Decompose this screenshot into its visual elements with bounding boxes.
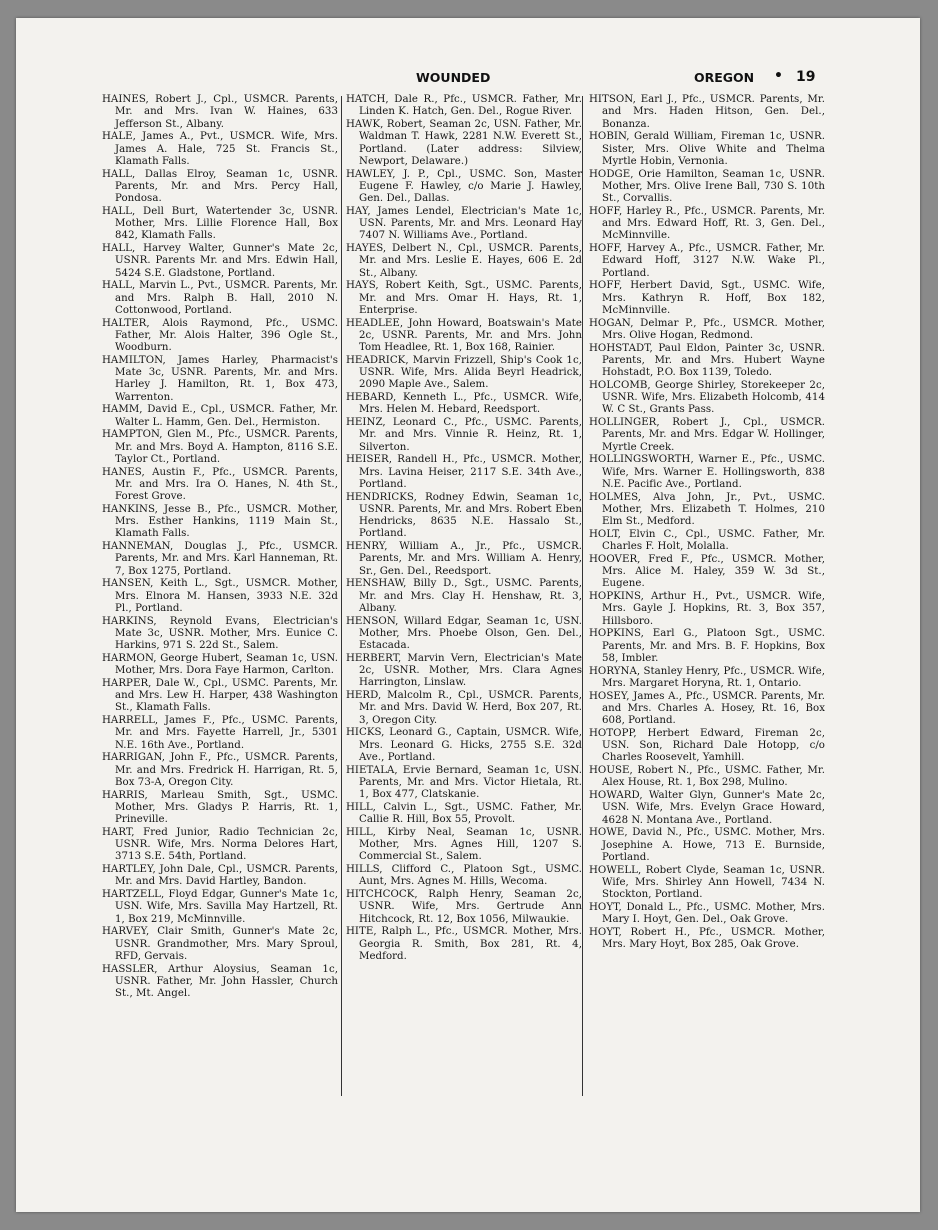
casualty-entry: HOLMES, Alva John, Jr., Pvt., USMC. Mother, Mrs. Elizabeth T. Holmes, 210 Elm St., Medford. — [589, 491, 825, 527]
casualty-entry: HITCHCOCK, Ralph Henry, Seaman 2c, USNR. Wife, Mrs. Gertrude Ann Hitchcock, Rt. 12, Box 1056, Milwaukie. — [346, 889, 582, 925]
casualty-entry: HERD, Malcolm R., Cpl., USMCR. Parents, Mr. and Mrs. David W. Herd, Box 207, Rt. 3, Oregon City. — [346, 690, 582, 726]
casualty-entry: HARRIGAN, John F., Pfc., USMCR. Parents, Mr. and Mrs. Fredrick H. Harrigan, Rt. 5, Box 73-A, Oregon City. — [102, 752, 338, 788]
casualty-entry: HENSON, Willard Edgar, Seaman 1c, USN. Mother, Mrs. Phoebe Olson, Gen. Del., Estacada. — [346, 615, 582, 651]
casualty-entry: HOLLINGSWORTH, Warner E., Pfc., USMC. Wife, Mrs. Warner E. Hollingsworth, 838 N.E. Pacific Ave., Portland. — [589, 454, 825, 490]
casualty-entry: HALE, James A., Pvt., USMCR. Wife, Mrs. James A. Hale, 725 St. Francis St., Klamath Falls. — [102, 131, 338, 167]
casualty-entry: HENRY, William A., Jr., Pfc., USMCR. Parents, Mr. and Mrs. William A. Henry, Sr., Gen. Del., Reedsport. — [346, 541, 582, 577]
casualty-entry: HOSEY, James A., Pfc., USMCR. Parents, Mr. and Mrs. Charles A. Hosey, Rt. 16, Box 608, Portland. — [589, 690, 825, 726]
casualty-entry: HEADRICK, Marvin Frizzell, Ship's Cook 1c, USNR. Wife, Mrs. Alida Beyrl Headrick, 2090 Maple Ave., Salem. — [346, 354, 582, 391]
casualty-entry: HARKINS, Reynold Evans, Electrician's Mate 3c, USNR. Mother, Mrs. Eunice C. Harkins, 971 S. 22d St., Salem. — [102, 615, 338, 651]
page-number: 19 — [796, 69, 816, 85]
casualty-entry: HARTLEY, John Dale, Cpl., USMCR. Parents, Mr. and Mrs. David Hartley, Bandon. — [102, 864, 338, 888]
column-divider — [341, 96, 342, 1096]
casualty-entry: HARRELL, James F., Pfc., USMC. Parents, Mr. and Mrs. Fayette Harrell, Jr., 5301 N.E. 16th Ave., Portland. — [102, 715, 338, 751]
casualty-entry: HALTER, Alois Raymond, Pfc., USMC. Father, Mr. Alois Halter, 396 Ogle St., Woodburn. — [102, 317, 338, 353]
casualty-entry: HERBERT, Marvin Vern, Electrician's Mate 2c, USNR. Mother, Mrs. Clara Agnes Harrington, Linslaw. — [346, 652, 582, 689]
casualty-entry: HILL, Calvin L., Sgt., USMC. Father, Mr. Callie R. Hill, Box 55, Provolt. — [346, 801, 582, 825]
column-divider — [582, 96, 583, 1096]
casualty-entry: HAY, James Lendel, Electrician's Mate 1c, USN. Parents, Mr. and Mrs. Leonard Hay 7407 N. Williams Ave., Portland. — [346, 205, 582, 242]
casualty-entry: HOPKINS, Earl G., Platoon Sgt., USMC. Parents, Mr. and Mrs. B. F. Hopkins, Box 58, Imbler. — [589, 628, 825, 664]
casualty-entry: HICKS, Leonard G., Captain, USMCR. Wife, Mrs. Leonard G. Hicks, 2755 S.E. 32d Ave., Portland. — [346, 727, 582, 763]
casualty-entry: HITE, Ralph L., Pfc., USMCR. Mother, Mrs. Georgia R. Smith, Box 281, Rt. 4, Medford. — [346, 926, 582, 962]
casualty-entry: HAMPTON, Glen M., Pfc., USMCR. Parents, Mr. and Mrs. Boyd A. Hampton, 8116 S.E. Taylor Ct., Portland. — [102, 429, 338, 465]
casualty-entry: HOLT, Elvin C., Cpl., USMC. Father, Mr. Charles F. Holt, Molalla. — [589, 528, 825, 552]
column-3 — [589, 94, 825, 952]
casualty-entry: HILL, Kirby Neal, Seaman 1c, USNR. Mother, Mrs. Agnes Hill, 1207 S. Commercial St., Salem. — [346, 826, 582, 863]
casualty-entry: HAINES, Robert J., Cpl., USMCR. Parents, Mr. and Mrs. Ivan W. Haines, 633 Jefferson St., Albany. — [102, 94, 338, 130]
casualty-entry: HARRIS, Marleau Smith, Sgt., USMC. Mother, Mrs. Gladys P. Harris, Rt. 1, Prineville. — [102, 789, 338, 825]
casualty-entry: HANSEN, Keith L., Sgt., USMCR. Mother, Mrs. Elnora M. Hansen, 3933 N.E. 32d Pl., Portland. — [102, 578, 338, 614]
casualty-entry: HITSON, Earl J., Pfc., USMCR. Parents, Mr. and Mrs. Haden Hitson, Gen. Del., Bonanza. — [589, 94, 825, 130]
casualty-entry: HOWARD, Walter Glyn, Gunner's Mate 2c, USN. Wife, Mrs. Evelyn Grace Howard, 4628 N. Montana Ave., Portland. — [589, 790, 825, 826]
casualty-entry: HOFF, Harvey A., Pfc., USMCR. Father, Mr. Edward Hoff, 3127 N.W. Wake Pl., Portland. — [589, 243, 825, 279]
casualty-entry: HOPKINS, Arthur H., Pvt., USMCR. Wife, Mrs. Gayle J. Hopkins, Rt. 3, Box 357, Hillsboro. — [589, 591, 825, 627]
casualty-entry: HANKINS, Jesse B., Pfc., USMCR. Mother, Mrs. Esther Hankins, 1119 Main St., Klamath Falls. — [102, 503, 338, 540]
casualty-entry: HAMM, David E., Cpl., USMCR. Father, Mr. Walter L. Hamm, Gen. Del., Hermiston. — [102, 404, 338, 428]
column-1 — [102, 94, 338, 1001]
casualty-entry: HAYS, Robert Keith, Sgt., USMC. Parents, Mr. and Mrs. Omar H. Hays, Rt. 1, Enterprise. — [346, 280, 582, 316]
casualty-entry: HILLS, Clifford C., Platoon Sgt., USMC. Aunt, Mrs. Agnes M. Hills, Wecoma. — [346, 864, 582, 888]
casualty-entry: HOOVER, Fred F., Pfc., USMCR. Mother, Mrs. Alice M. Haley, 359 W. 3d St., Eugene. — [589, 553, 825, 590]
casualty-entry: HOHSTADT, Paul Eldon, Painter 3c, USNR. Parents, Mr. and Mrs. Hubert Wayne Hohstadt, P.O. Box 1139, Toledo. — [589, 342, 825, 378]
casualty-entry: HEADLEE, John Howard, Boatswain's Mate 2c, USNR. Parents, Mr. and Mrs. John Tom Headlee, Rt. 1, Box 168, Rainier. — [346, 317, 582, 353]
casualty-entry: HAWLEY, J. P., Cpl., USMC. Son, Master Eugene F. Hawley, c/o Marie J. Hawley, Gen. Del., Dallas. — [346, 168, 582, 204]
column-2 — [346, 94, 582, 964]
casualty-entry: HENDRICKS, Rodney Edwin, Seaman 1c, USNR. Parents, Mr. and Mrs. Robert Eben Hendricks, 8635 N.E. Hassalo St., Portland. — [346, 491, 582, 540]
casualty-entry: HAMILTON, James Harley, Pharmacist's Mate 3c, USNR. Parents, Mr. and Mrs. Harley J. Hamilton, Rt. 1, Box 473, Warrenton. — [102, 354, 338, 403]
casualty-entry: HASSLER, Arthur Aloysius, Seaman 1c, USNR. Father, Mr. John Hassler, Church St., Mt. Angel. — [102, 963, 338, 999]
running-header — [16, 68, 920, 88]
state-title: OREGON — [694, 70, 755, 85]
casualty-entry: HALL, Marvin L., Pvt., USMCR. Parents, Mr. and Mrs. Ralph B. Hall, 2010 N. Cottonwood, Portland. — [102, 280, 338, 316]
document-page — [16, 18, 920, 1212]
casualty-entry: HOWELL, Robert Clyde, Seaman 1c, USNR. Wife, Mrs. Shirley Ann Howell, 7434 N. Stockton, Portland. — [589, 864, 825, 900]
casualty-entry: HODGE, Orie Hamilton, Seaman 1c, USNR. Mother, Mrs. Olive Irene Ball, 730 S. 10th St., Corvallis. — [589, 168, 825, 204]
casualty-entry: HOFF, Harley R., Pfc., USMCR. Parents, Mr. and Mrs. Edward Hoff, Rt. 3, Gen. Del., McMinnville. — [589, 205, 825, 242]
casualty-entry: HEBARD, Kenneth L., Pfc., USMCR. Wife, Mrs. Helen M. Hebard, Reedsport. — [346, 392, 582, 416]
casualty-entry: HEINZ, Leonard C., Pfc., USMC. Parents, Mr. and Mrs. Vinnie R. Heinz, Rt. 1, Silverton. — [346, 417, 582, 453]
casualty-entry: HOBIN, Gerald William, Fireman 1c, USNR. Sister, Mrs. Olive White and Thelma Myrtle Hobin, Vernonia. — [589, 131, 825, 167]
casualty-entry: HOGAN, Delmar P., Pfc., USMCR. Mother, Mrs. Olive Hogan, Redmond. — [589, 317, 825, 341]
casualty-entry: HAYES, Delbert N., Cpl., USMCR. Parents, Mr. and Mrs. Leslie E. Hayes, 606 E. 2d St., Albany. — [346, 243, 582, 279]
casualty-entry: HANNEMAN, Douglas J., Pfc., USMCR. Parents, Mr. and Mrs. Karl Hanneman, Rt. 7, Box 1275, Portland. — [102, 541, 338, 577]
casualty-entry: HOUSE, Robert N., Pfc., USMC. Father, Mr. Alex House, Rt. 1, Box 298, Mulino. — [589, 765, 825, 789]
casualty-entry: HALL, Dallas Elroy, Seaman 1c, USNR. Parents, Mr. and Mrs. Percy Hall, Pondosa. — [102, 168, 338, 204]
casualty-entry: HARPER, Dale W., Cpl., USMC. Parents, Mr. and Mrs. Lew H. Harper, 438 Washington St., Klamath Falls. — [102, 677, 338, 714]
casualty-entry: HEISER, Randell H., Pfc., USMCR. Mother, Mrs. Lavina Heiser, 2117 S.E. 34th Ave., Portland. — [346, 454, 582, 490]
casualty-entry: HART, Fred Junior, Radio Technician 2c, USNR. Wife, Mrs. Norma Delores Hart, 3713 S.E. 54th, Portland. — [102, 826, 338, 863]
casualty-entry: HALL, Dell Burt, Watertender 3c, USNR. Mother, Mrs. Lillie Florence Hall, Box 842, Klamath Falls. — [102, 205, 338, 242]
casualty-entry: HOTOPP, Herbert Edward, Fireman 2c, USN. Son, Richard Dale Hotopp, c/o Charles Roosevelt, Yamhill. — [589, 727, 825, 764]
casualty-entry: HOLLINGER, Robert J., Cpl., USMCR. Parents, Mr. and Mrs. Edgar W. Hollinger, Myrtle Creek. — [589, 417, 825, 453]
casualty-entry: HALL, Harvey Walter, Gunner's Mate 2c, USNR. Parents Mr. and Mrs. Edwin Hall, 5424 S.E. Gladstone, Portland. — [102, 243, 338, 279]
casualty-entry: HARTZELL, Floyd Edgar, Gunner's Mate 1c, USN. Wife, Mrs. Savilla May Hartzell, Rt. 1, Box 219, McMinnville. — [102, 889, 338, 925]
casualty-entry: HORYNA, Stanley Henry, Pfc., USMCR. Wife, Mrs. Margaret Horyna, Rt. 1, Ontario. — [589, 665, 825, 689]
header-bullet: • — [774, 68, 783, 84]
section-title: WOUNDED — [416, 70, 491, 85]
casualty-entry: HARMON, George Hubert, Seaman 1c, USN. Mother, Mrs. Dora Faye Harmon, Carlton. — [102, 652, 338, 676]
casualty-entry: HIETALA, Ervie Bernard, Seaman 1c, USN. Parents, Mr. and Mrs. Victor Hietala, Rt. 1, Box 477, Clatskanie. — [346, 764, 582, 800]
casualty-entry: HENSHAW, Billy D., Sgt., USMC. Parents, Mr. and Mrs. Clay H. Henshaw, Rt. 3, Albany. — [346, 578, 582, 614]
casualty-entry: HARVEY, Clair Smith, Gunner's Mate 2c, USNR. Grandmother, Mrs. Mary Sproul, RFD, Gervais. — [102, 926, 338, 962]
casualty-entry: HOYT, Donald L., Pfc., USMC. Mother, Mrs. Mary I. Hoyt, Gen. Del., Oak Grove. — [589, 901, 825, 925]
casualty-entry: HANES, Austin F., Pfc., USMCR. Parents, Mr. and Mrs. Ira O. Hanes, N. 4th St., Forest Grove. — [102, 466, 338, 502]
casualty-entry: HOFF, Herbert David, Sgt., USMC. Wife, Mrs. Kathryn R. Hoff, Box 182, McMinnville. — [589, 280, 825, 316]
casualty-entry: HOWE, David N., Pfc., USMC. Mother, Mrs. Josephine A. Howe, 713 E. Burnside, Portland. — [589, 827, 825, 863]
casualty-entry: HOYT, Robert H., Pfc., USMCR. Mother, Mrs. Mary Hoyt, Box 285, Oak Grove. — [589, 926, 825, 950]
casualty-entry: HATCH, Dale R., Pfc., USMCR. Father, Mr. Linden K. Hatch, Gen. Del., Rogue River. — [346, 94, 582, 118]
casualty-entry: HAWK, Robert, Seaman 2c, USN. Father, Mr. Waldman T. Hawk, 2281 N.W. Everett St., Portland. (Later address: Silview, Newport, Delaware.) — [346, 119, 582, 167]
casualty-entry: HOLCOMB, George Shirley, Storekeeper 2c, USNR. Wife, Mrs. Elizabeth Holcomb, 414 W. C St., Grants Pass. — [589, 379, 825, 416]
